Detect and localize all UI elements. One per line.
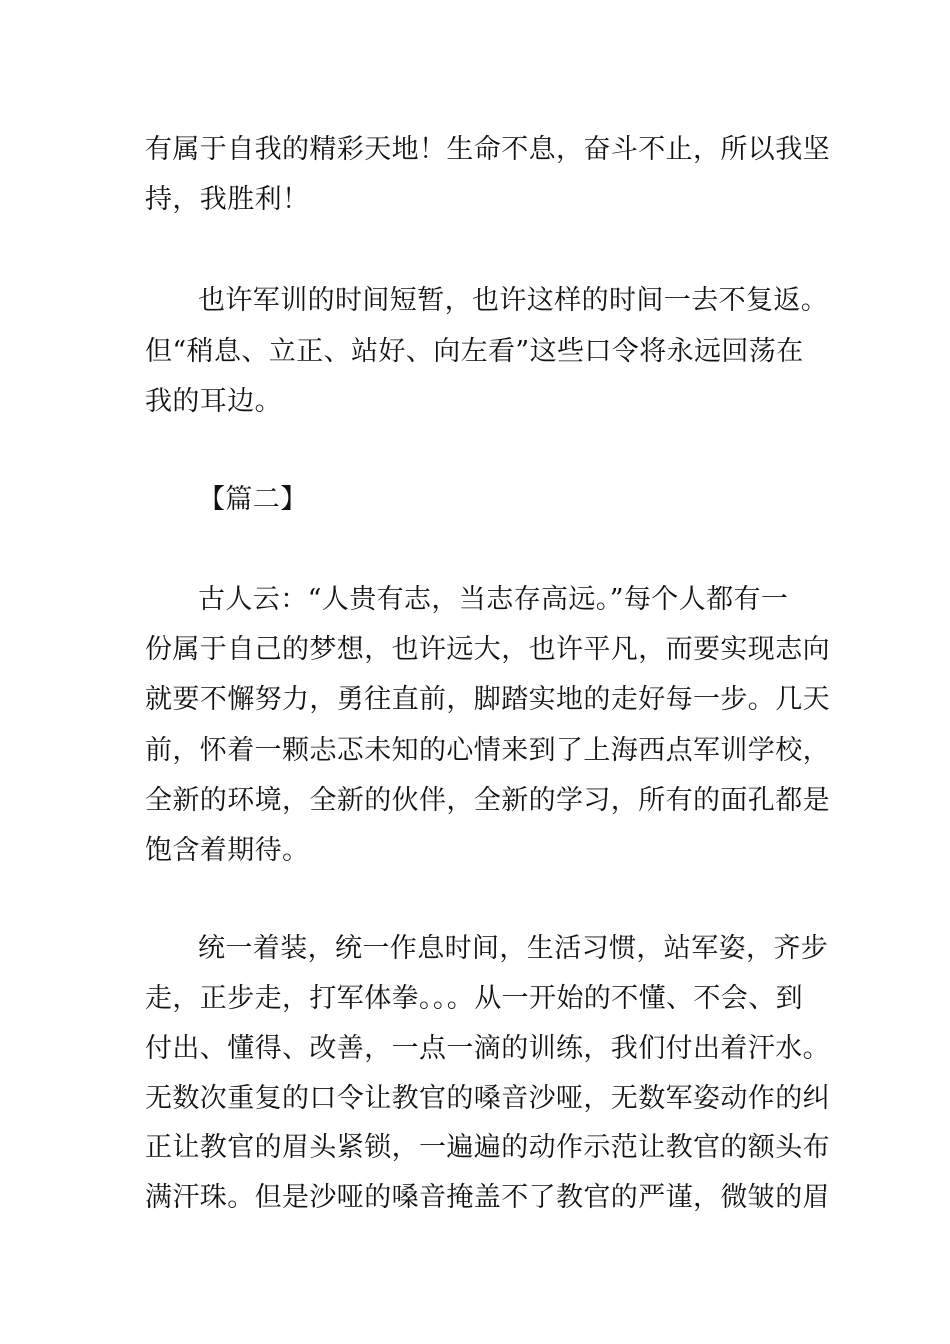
paragraph-3-line-1: 古人云：“人贵有志，当志存高远。”每个人都有一 (198, 584, 789, 615)
paragraph-4-line-1: 统一着装，统一作息时间，生活习惯，站军姿，齐步 (198, 933, 829, 964)
paragraph-2-line-2: 但“稍息、立正、站好、向左看”这些口令将永远回荡在 (145, 336, 804, 367)
paragraph-3-line-2: 份属于自己的梦想，也许远大，也许平凡，而要实现志向 (145, 634, 830, 665)
paragraph-4-line-6: 满汗珠。但是沙哑的嗓音掩盖不了教官的严谨，微皱的眉 (145, 1182, 830, 1213)
paragraph-3-line-5: 全新的环境，全新的伙伴，全新的学习，所有的面孔都是 (145, 785, 830, 816)
paragraph-2-line-1: 也许军训的时间短暂，也许这样的时间一去不复返。 (198, 285, 829, 316)
paragraph-3-line-3: 就要不懈努力，勇往直前，脚踏实地的走好每一步。几天 (145, 684, 830, 715)
paragraph-1-line-1: 有属于自我的精彩天地！生命不息，奋斗不止，所以我坚 (145, 134, 830, 165)
section-heading: 【篇二】 (198, 484, 308, 515)
paragraph-4-line-3: 付出、懂得、改善，一点一滴的训练，我们付出着汗水。 (145, 1033, 830, 1064)
paragraph-4-line-5: 正让教官的眉头紧锁，一遍遍的动作示范让教官的额头布 (145, 1132, 830, 1163)
paragraph-4-line-2: 走，正步走，打军体拳。。。从一开始的不懂、不会、到 (145, 983, 803, 1014)
paragraph-2-line-3: 我的耳边。 (145, 386, 282, 417)
paragraph-1-line-2: 持，我胜利！ (145, 184, 310, 215)
paragraph-4-line-4: 无数次重复的口令让教官的嗓音沙哑，无数军姿动作的纠 (145, 1083, 830, 1114)
paragraph-3-line-4: 前，怀着一颗忐忑未知的心情来到了上海西点军训学校， (145, 735, 830, 766)
paragraph-3-line-6: 饱含着期待。 (145, 835, 310, 866)
